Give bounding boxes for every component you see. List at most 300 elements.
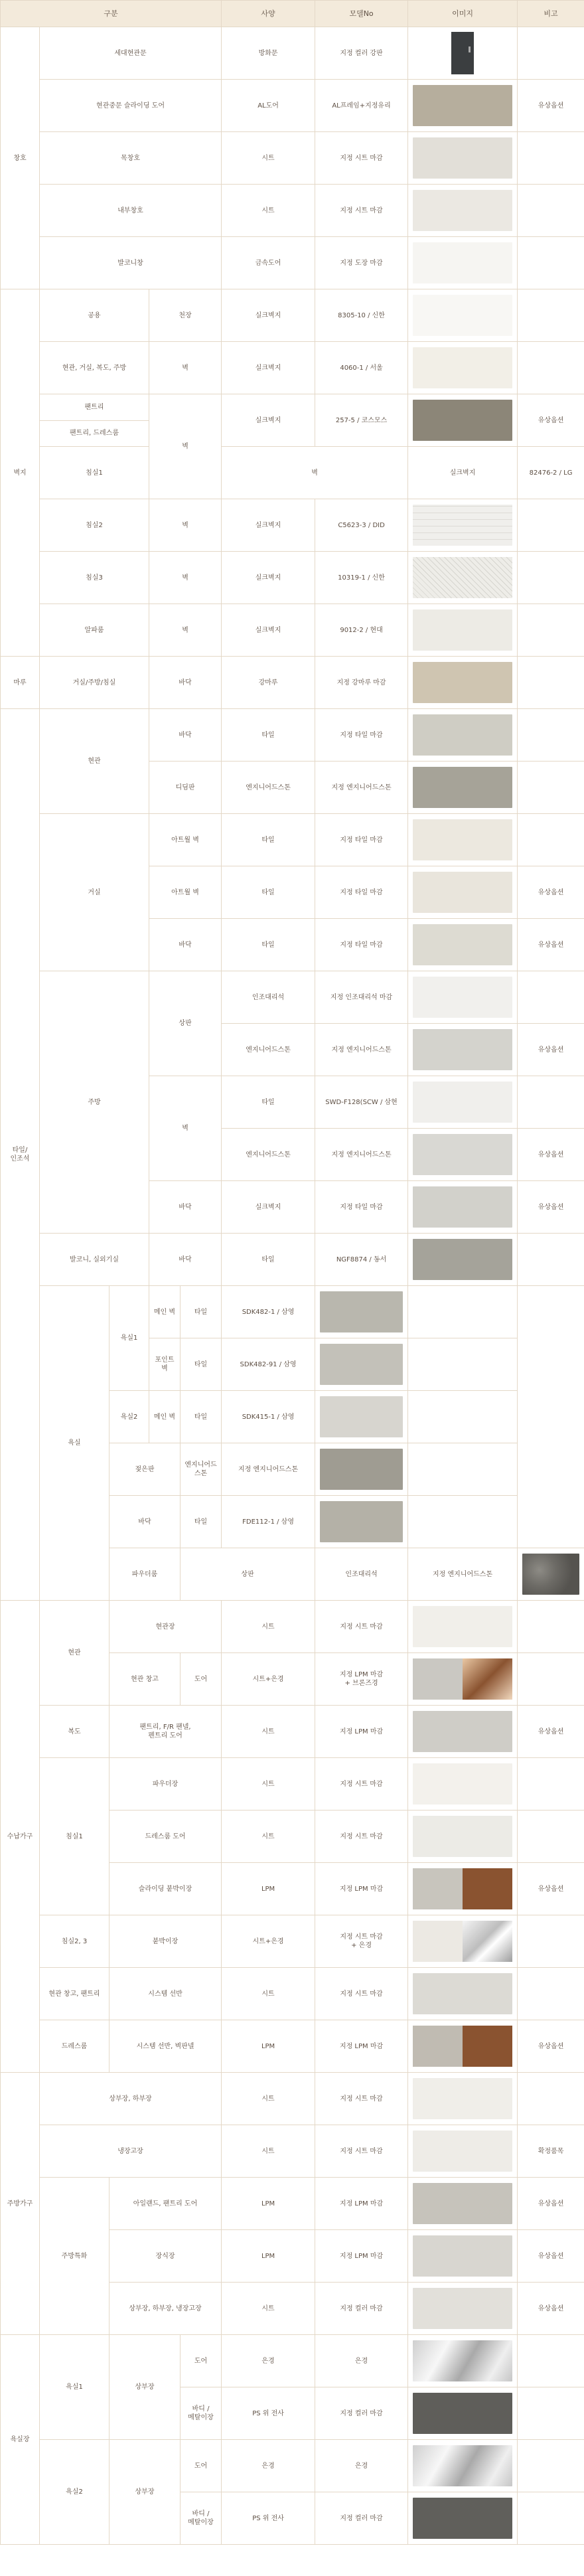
material-swatch bbox=[413, 1763, 512, 1805]
category-cell: 상판 bbox=[149, 971, 222, 1076]
material-swatch bbox=[413, 1239, 512, 1280]
model-cell: 지정 시트 마감 bbox=[315, 1601, 408, 1653]
category-cell: 바디 / 메탈이장 bbox=[181, 2387, 222, 2440]
spec-cell: 은경 bbox=[222, 2335, 315, 2387]
material-swatch bbox=[522, 1554, 579, 1595]
table-row bbox=[1, 132, 584, 185]
table-row bbox=[1, 447, 584, 499]
category-cell: 수납가구 bbox=[1, 1601, 40, 2073]
category-cell: 벽 bbox=[149, 342, 222, 394]
table-row bbox=[1, 1601, 584, 1653]
pantry-dress-label: 팬트리, 드레스룸 bbox=[70, 429, 119, 437]
category-cell: 주방특화 bbox=[40, 2178, 110, 2335]
model-cell: SWD-F128(SCW / 삼현 bbox=[315, 1076, 408, 1129]
category-cell: 도어 bbox=[181, 2335, 222, 2387]
spec-cell: 실크벽지 bbox=[222, 342, 315, 394]
category-cell: 현관 창고, 팬트리 bbox=[40, 1968, 110, 2020]
table-row bbox=[1, 1234, 584, 1286]
remark-cell bbox=[518, 1968, 584, 2020]
image-cell bbox=[315, 1496, 408, 1548]
category-cell: 알파룸 bbox=[40, 604, 149, 657]
table-row bbox=[1, 289, 584, 342]
remark-cell bbox=[518, 499, 584, 552]
remark-cell bbox=[518, 2492, 584, 2545]
model-cell: 지정 시트 마감 bbox=[315, 1968, 408, 2020]
material-swatch bbox=[413, 2498, 512, 2539]
category-cell: 파우더장 bbox=[110, 1758, 222, 1811]
model-cell: 지정 시트 마감 bbox=[315, 2125, 408, 2178]
material-swatch bbox=[413, 347, 512, 388]
spec-cell: 타일 bbox=[222, 1234, 315, 1286]
category-cell: 벽 bbox=[149, 1076, 222, 1181]
table-header-row bbox=[1, 1, 584, 27]
material-swatch bbox=[413, 1973, 512, 2014]
model-cell: 지정 타일 마감 bbox=[315, 814, 408, 866]
spec-cell: 타일 bbox=[181, 1496, 222, 1548]
category-cell: 현관 bbox=[40, 1601, 110, 1706]
spec-cell: 인조대리석 bbox=[222, 971, 315, 1024]
category-cell: 메인 벽 bbox=[149, 1286, 181, 1338]
material-swatch bbox=[320, 1449, 403, 1490]
model-cell: SDK415-1 / 삼영 bbox=[222, 1391, 315, 1443]
spec-cell: 금속도어 bbox=[222, 237, 315, 289]
image-cell bbox=[408, 552, 518, 604]
category-cell: 시스템 선반 bbox=[110, 1968, 222, 2020]
remark-cell bbox=[408, 1496, 518, 1548]
spec-cell: 시트 bbox=[222, 2125, 315, 2178]
image-cell bbox=[408, 1706, 518, 1758]
material-swatch bbox=[413, 714, 512, 756]
spec-cell: 실크벽지 bbox=[222, 289, 315, 342]
image-cell bbox=[408, 866, 518, 919]
model-cell: 지정 컬러 마감 bbox=[315, 2283, 408, 2335]
image-cell bbox=[408, 604, 518, 657]
image-cell bbox=[408, 1758, 518, 1811]
category-cell: 복도 bbox=[40, 1706, 110, 1758]
remark-cell bbox=[518, 1076, 584, 1129]
category-cell: 상판 bbox=[181, 1548, 315, 1601]
material-swatch bbox=[413, 400, 512, 441]
table-row bbox=[1, 814, 584, 866]
material-swatch bbox=[413, 2393, 512, 2434]
category-cell: 현관, 거실, 복도, 주방 bbox=[40, 342, 149, 394]
image-cell bbox=[408, 1863, 518, 1915]
table-row bbox=[1, 2440, 584, 2492]
model-cell: SDK482-91 / 삼영 bbox=[222, 1338, 315, 1391]
table-row bbox=[1, 709, 584, 762]
material-swatch bbox=[413, 977, 512, 1018]
remark-cell: 유상옵션 bbox=[518, 394, 584, 447]
category-cell: 상부장, 하부장 bbox=[40, 2073, 222, 2125]
image-cell bbox=[408, 709, 518, 762]
remark-cell: 확정품목 bbox=[518, 2125, 584, 2178]
category-cell: 드레스룸 bbox=[40, 2020, 110, 2073]
spec-cell: 타일 bbox=[222, 866, 315, 919]
model-cell: 지정 LPM 마감 bbox=[315, 1706, 408, 1758]
material-swatch bbox=[413, 1134, 512, 1175]
category-cell: 바디 / 메탈이장 bbox=[181, 2492, 222, 2545]
material-swatch bbox=[413, 2078, 512, 2119]
table-row bbox=[1, 2073, 584, 2125]
spec-cell: 시트 bbox=[222, 1601, 315, 1653]
category-cell: 드레스룸 도어 bbox=[110, 1811, 222, 1863]
material-swatch bbox=[413, 1658, 512, 1700]
remark-cell bbox=[408, 1443, 518, 1496]
material-swatch bbox=[413, 2026, 512, 2067]
remark-cell bbox=[408, 1338, 518, 1391]
category-cell: 마루 bbox=[1, 657, 40, 709]
material-swatch bbox=[413, 924, 512, 965]
remark-cell bbox=[518, 604, 584, 657]
category-cell: 팬트리, F/R 팬넬, 펜트리 도어 bbox=[110, 1706, 222, 1758]
model-cell: 82476-2 / LG bbox=[518, 447, 584, 499]
material-swatch bbox=[413, 1029, 512, 1070]
category-cell: 슬라이딩 붙박이장 bbox=[110, 1863, 222, 1915]
material-swatch bbox=[413, 2183, 512, 2224]
model-cell: 지정 LPM 마감 + 브론즈경 bbox=[315, 1653, 408, 1706]
category-cell: 거실/주방/침실 bbox=[40, 657, 149, 709]
spec-cell: 시트 bbox=[222, 132, 315, 185]
spec-cell: PS 위 전사 bbox=[222, 2492, 315, 2545]
header-model: 모델No bbox=[315, 1, 408, 27]
remark-cell: 유상옵션 bbox=[518, 2230, 584, 2283]
category-cell: 욕실 bbox=[40, 1286, 110, 1601]
table-row bbox=[1, 604, 584, 657]
image-cell bbox=[408, 1129, 518, 1181]
material-swatch bbox=[413, 2235, 512, 2277]
category-cell: 벽 bbox=[222, 447, 408, 499]
material-swatch bbox=[413, 609, 512, 651]
spec-cell: 방화문 bbox=[222, 27, 315, 80]
remark-cell bbox=[408, 1286, 518, 1338]
header-image: 이미지 bbox=[408, 1, 518, 27]
model-cell: 지정 시트 마감 bbox=[315, 2073, 408, 2125]
category-cell: 벽 bbox=[149, 604, 222, 657]
remark-cell: 유상옵션 bbox=[518, 1024, 584, 1076]
spec-cell: 시트 bbox=[222, 2283, 315, 2335]
table-row bbox=[1, 1915, 584, 1968]
category-cell: 현관 bbox=[40, 709, 149, 814]
remark-cell: 유상옵션 bbox=[518, 1129, 584, 1181]
model-cell: NGF8874 / 동서 bbox=[315, 1234, 408, 1286]
image-cell bbox=[408, 237, 518, 289]
model-cell: 지정 엔지니어드스톤 bbox=[408, 1548, 518, 1601]
spec-cell: 엔지니어드스톤 bbox=[222, 1024, 315, 1076]
model-cell: 지정 시트 마감 bbox=[315, 1811, 408, 1863]
table-row bbox=[1, 971, 584, 1024]
image-cell bbox=[408, 1968, 518, 2020]
model-cell: 지정 엔지니어드스톤 bbox=[315, 1129, 408, 1181]
category-cell: 도어 bbox=[181, 1653, 222, 1706]
category-cell: 벽지 bbox=[1, 289, 40, 657]
spec-cell: AL도어 bbox=[222, 80, 315, 132]
material-swatch bbox=[413, 1711, 512, 1752]
spec-cell: LPM bbox=[222, 2178, 315, 2230]
category-cell: 공용 bbox=[40, 289, 149, 342]
remark-cell bbox=[518, 2335, 584, 2387]
spec-cell: PS 위 전사 bbox=[222, 2387, 315, 2440]
spec-cell: 인조대리석 bbox=[315, 1548, 408, 1601]
category-cell: 발코니, 실외기실 bbox=[40, 1234, 149, 1286]
model-cell: 지정 컬러 마감 bbox=[315, 2387, 408, 2440]
category-cell: 바닥 bbox=[149, 657, 222, 709]
image-cell bbox=[408, 1181, 518, 1234]
material-swatch bbox=[320, 1291, 403, 1332]
category-cell: 바닥 bbox=[149, 919, 222, 971]
spec-cell: 타일 bbox=[181, 1338, 222, 1391]
remark-cell bbox=[518, 814, 584, 866]
spec-cell: 타일 bbox=[222, 814, 315, 866]
category-cell: 침실2, 3 bbox=[40, 1915, 110, 1968]
spec-cell: 타일 bbox=[222, 919, 315, 971]
remark-cell: 유상옵션 bbox=[518, 1181, 584, 1234]
model-cell: 지정 강마루 마감 bbox=[315, 657, 408, 709]
model-cell: 지정 타일 마감 bbox=[315, 919, 408, 971]
category-cell: 타일/ 인조석 bbox=[1, 709, 40, 1601]
category-cell: 주방가구 bbox=[1, 2073, 40, 2335]
remark-cell bbox=[518, 1758, 584, 1811]
image-cell bbox=[408, 342, 518, 394]
material-swatch bbox=[413, 2131, 512, 2172]
model-cell: 지정 LPM 마감 bbox=[315, 2178, 408, 2230]
remark-cell bbox=[518, 27, 584, 80]
image-cell bbox=[408, 185, 518, 237]
remark-cell: 유상옵션 bbox=[518, 2178, 584, 2230]
remark-cell: 유상옵션 bbox=[518, 2020, 584, 2073]
spec-cell: 타일 bbox=[222, 709, 315, 762]
category-cell: 붙박이장 bbox=[110, 1915, 222, 1968]
model-cell: 지정 타일 마감 bbox=[315, 1181, 408, 1234]
header-spec: 사양 bbox=[222, 1, 315, 27]
image-cell bbox=[408, 2125, 518, 2178]
image-cell bbox=[408, 1234, 518, 1286]
image-cell bbox=[408, 2492, 518, 2545]
category-cell: 바닥 bbox=[149, 709, 222, 762]
category-cell: 침실3 bbox=[40, 552, 149, 604]
remark-cell bbox=[518, 762, 584, 814]
image-cell bbox=[315, 1391, 408, 1443]
model-cell: 지정 LPM 마감 bbox=[315, 1863, 408, 1915]
spec-cell: 실크벽지 bbox=[222, 604, 315, 657]
category-cell: 침실2 bbox=[40, 499, 149, 552]
category-cell: 침실1 bbox=[40, 1758, 110, 1915]
category-cell: 상부장 bbox=[110, 2440, 181, 2545]
spec-cell: 시트 bbox=[222, 1706, 315, 1758]
pantry-label: 팬트리 bbox=[40, 395, 149, 421]
spec-cell: 실크벽지 bbox=[222, 1181, 315, 1234]
material-swatch bbox=[413, 85, 512, 126]
model-cell: 지정 LPM 마감 bbox=[315, 2230, 408, 2283]
spec-cell: LPM bbox=[222, 2230, 315, 2283]
image-cell bbox=[518, 1548, 584, 1601]
remark-cell bbox=[518, 185, 584, 237]
category-cell: 현관 창고 bbox=[110, 1653, 181, 1706]
table-row bbox=[1, 2020, 584, 2073]
model-cell: SDK482-1 / 삼영 bbox=[222, 1286, 315, 1338]
image-cell bbox=[408, 657, 518, 709]
image-cell bbox=[408, 1076, 518, 1129]
material-swatch bbox=[413, 819, 512, 860]
part-cell: 발코니창 bbox=[40, 237, 222, 289]
image-cell bbox=[408, 394, 518, 447]
image-cell bbox=[408, 80, 518, 132]
table-row bbox=[1, 2178, 584, 2230]
image-cell bbox=[408, 2440, 518, 2492]
table-row bbox=[1, 1706, 584, 1758]
image-cell bbox=[315, 1443, 408, 1496]
category-cell: 아일랜드, 팬트리 도어 bbox=[110, 2178, 222, 2230]
image-cell bbox=[408, 762, 518, 814]
table-body bbox=[1, 27, 584, 2545]
category-cell: 젖은판 bbox=[110, 1443, 181, 1496]
material-swatch bbox=[320, 1501, 403, 1542]
remark-cell bbox=[518, 289, 584, 342]
remark-cell bbox=[518, 1811, 584, 1863]
remark-cell bbox=[518, 342, 584, 394]
category-cell: 창호 bbox=[1, 27, 40, 289]
remark-cell bbox=[518, 2440, 584, 2492]
material-swatch bbox=[413, 190, 512, 231]
material-swatch bbox=[413, 1082, 512, 1123]
model-cell: 지정 시트 마감 bbox=[315, 132, 408, 185]
category-cell: 욕실1 bbox=[110, 1286, 149, 1391]
category-cell: 바닥 bbox=[110, 1496, 181, 1548]
remark-cell: 유상옵션 bbox=[518, 80, 584, 132]
remark-cell bbox=[518, 709, 584, 762]
remark-cell bbox=[518, 657, 584, 709]
category-cell: 아트월 벽 bbox=[149, 866, 222, 919]
model-cell: C5623-3 / DID bbox=[315, 499, 408, 552]
image-cell bbox=[408, 2283, 518, 2335]
spec-cell: 타일 bbox=[181, 1391, 222, 1443]
spec-cell: 시트 bbox=[222, 185, 315, 237]
table-row bbox=[1, 1758, 584, 1811]
image-cell bbox=[408, 1601, 518, 1653]
category-cell: 포인트 벽 bbox=[149, 1338, 181, 1391]
image-cell bbox=[408, 132, 518, 185]
model-cell: 지정 LPM 마감 bbox=[315, 2020, 408, 2073]
remark-cell: 유상옵션 bbox=[518, 1863, 584, 1915]
category-cell: 욕실장 bbox=[1, 2335, 40, 2545]
material-swatch bbox=[413, 295, 512, 336]
image-cell bbox=[408, 2020, 518, 2073]
material-swatch bbox=[413, 137, 512, 179]
material-swatch bbox=[413, 1868, 512, 1909]
table-row bbox=[1, 237, 584, 289]
image-cell bbox=[408, 1024, 518, 1076]
spec-cell: LPM bbox=[222, 1863, 315, 1915]
material-swatch bbox=[413, 1606, 512, 1647]
material-swatch bbox=[413, 2445, 512, 2486]
spec-cell: 은경 bbox=[222, 2440, 315, 2492]
category-cell: 벽 bbox=[149, 499, 222, 552]
image-cell bbox=[408, 1811, 518, 1863]
remark-cell: 유상옵션 bbox=[518, 2283, 584, 2335]
material-swatch bbox=[413, 557, 512, 598]
pantry-labels bbox=[40, 395, 149, 446]
table-row bbox=[1, 27, 584, 80]
material-swatch bbox=[413, 505, 512, 546]
image-cell bbox=[408, 1915, 518, 1968]
category-cell: 욕실2 bbox=[40, 2440, 110, 2545]
model-cell: 257-5 / 코스모스 bbox=[315, 394, 408, 447]
image-cell bbox=[408, 2335, 518, 2387]
table-row bbox=[1, 2335, 584, 2387]
category-cell: 바닥 bbox=[149, 1234, 222, 1286]
material-swatch bbox=[413, 1186, 512, 1228]
spec-cell: 엔지니어드스톤 bbox=[222, 762, 315, 814]
category-cell: 시스템 선반, 벽판넬 bbox=[110, 2020, 222, 2073]
model-cell: FDE112-1 / 삼영 bbox=[222, 1496, 315, 1548]
header-remark: 비고 bbox=[518, 1, 584, 27]
table-row bbox=[1, 499, 584, 552]
part-cell: 내부창호 bbox=[40, 185, 222, 237]
category-cell: 상부장 bbox=[110, 2335, 181, 2440]
material-swatch bbox=[413, 1816, 512, 1857]
image-cell bbox=[408, 2230, 518, 2283]
table-row bbox=[1, 1286, 584, 1338]
table-row bbox=[1, 185, 584, 237]
material-swatch bbox=[413, 2288, 512, 2329]
model-cell: 지정 도장 마감 bbox=[315, 237, 408, 289]
spec-cell: 강마루 bbox=[222, 657, 315, 709]
image-cell bbox=[315, 1338, 408, 1391]
image-cell bbox=[408, 2073, 518, 2125]
table-row bbox=[1, 80, 584, 132]
spec-cell: 시트+은경 bbox=[222, 1653, 315, 1706]
category-cell: 냉장고장 bbox=[40, 2125, 222, 2178]
model-cell: 4060-1 / 서울 bbox=[315, 342, 408, 394]
remark-cell bbox=[518, 132, 584, 185]
remark-cell bbox=[518, 2387, 584, 2440]
model-cell: 지정 타일 마감 bbox=[315, 866, 408, 919]
image-cell bbox=[408, 919, 518, 971]
table-row bbox=[1, 1968, 584, 2020]
remark-cell bbox=[518, 1653, 584, 1706]
material-swatch bbox=[320, 1344, 403, 1385]
category-cell: 상부장, 하부장, 냉장고장 bbox=[110, 2283, 222, 2335]
remark-cell bbox=[518, 237, 584, 289]
image-cell bbox=[408, 1653, 518, 1706]
remark-cell bbox=[518, 1601, 584, 1653]
image-cell bbox=[408, 2178, 518, 2230]
spec-cell: 타일 bbox=[222, 1076, 315, 1129]
image-cell bbox=[408, 289, 518, 342]
part-cell: 목창호 bbox=[40, 132, 222, 185]
model-cell: 지정 시트 마감 bbox=[315, 185, 408, 237]
model-cell: 지정 컬러 마감 bbox=[315, 2492, 408, 2545]
spec-cell: LPM bbox=[222, 2020, 315, 2073]
remark-cell: 유상옵션 bbox=[518, 919, 584, 971]
spec-cell: 시트 bbox=[222, 2073, 315, 2125]
category-cell: 욕실1 bbox=[40, 2335, 110, 2440]
model-cell: 은경 bbox=[315, 2335, 408, 2387]
model-cell: 9012-2 / 현대 bbox=[315, 604, 408, 657]
spec-cell: 엔지니어드스톤 bbox=[181, 1443, 222, 1496]
model-cell: 10319-1 / 신한 bbox=[315, 552, 408, 604]
model-cell: 지정 시트 마감 bbox=[315, 1758, 408, 1811]
spec-cell: 실크벽지 bbox=[222, 394, 315, 447]
category-cell: 벽 bbox=[149, 394, 222, 499]
category-cell: 도어 bbox=[181, 2440, 222, 2492]
material-swatch bbox=[413, 767, 512, 808]
category-cell: 장식장 bbox=[110, 2230, 222, 2283]
remark-cell bbox=[518, 2073, 584, 2125]
table-row bbox=[1, 2125, 584, 2178]
spec-cell: 시트 bbox=[222, 1968, 315, 2020]
material-swatch bbox=[320, 1396, 403, 1437]
model-cell: 지정 컬러 강판 bbox=[315, 27, 408, 80]
